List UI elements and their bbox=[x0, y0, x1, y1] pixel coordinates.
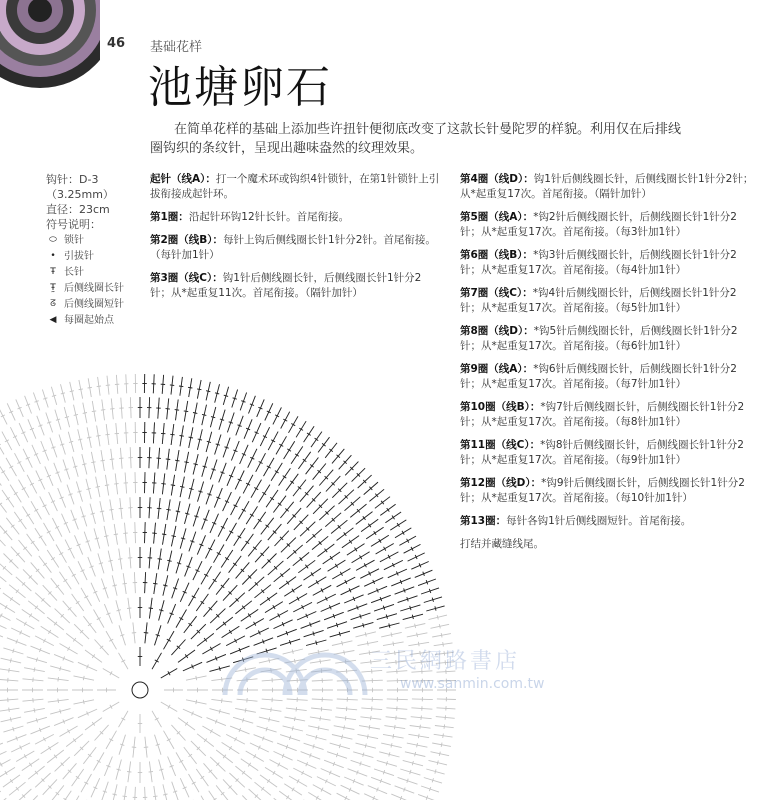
legend-item bbox=[46, 280, 146, 296]
watermark-text: 三民網路書店 bbox=[370, 649, 521, 674]
instruction-step-text: 打一个魔术环或钩织4针锁针，在第1针锁针上引拔衔接成起针环。 bbox=[150, 173, 440, 200]
instruction-step bbox=[150, 271, 442, 301]
instruction-step bbox=[460, 210, 755, 240]
instruction-step bbox=[150, 210, 442, 225]
legend-label: 引拔针 bbox=[64, 250, 94, 262]
chain-icon: ⬭ bbox=[49, 234, 57, 245]
instruction-step-text: *钩3针后侧线圈长针，后侧线圈长针1针分2针；从*起重复17次。首尾衔接。（每4针加1针） bbox=[460, 249, 737, 276]
instructions-right-column bbox=[460, 172, 755, 560]
legend-title: 符号说明： bbox=[46, 218, 101, 231]
instruction-step bbox=[150, 172, 442, 202]
instruction-step bbox=[460, 248, 755, 278]
instruction-step-head: 第13圈： bbox=[460, 515, 507, 527]
instruction-step-text: *钩5针后侧线圈长针，后侧线圈长针1针分2针；从*起重复17次。首尾衔接。（每6针加1针） bbox=[460, 325, 738, 352]
slip-stitch-icon: • bbox=[50, 250, 56, 261]
page-number: 46 bbox=[107, 36, 126, 51]
legend-label: 长针 bbox=[64, 266, 84, 278]
instruction-step bbox=[460, 286, 755, 316]
page-title: 池塘卵石 bbox=[148, 62, 332, 113]
instruction-step-text: 每针各钩1针后侧线圈短针。首尾衔接。 bbox=[506, 515, 692, 527]
legend-item bbox=[46, 296, 146, 312]
instruction-step-head: 第10圈（线B）： bbox=[460, 401, 541, 413]
instruction-step-head: 第9圈（线A）： bbox=[460, 363, 534, 375]
instructions-left-column bbox=[150, 172, 442, 309]
legend-label: 锁针 bbox=[64, 234, 84, 246]
instruction-step-text: *钩8针后侧线圈长针，后侧线圈长针1针分2针；从*起重复17次。首尾衔接。（每9针加1针） bbox=[460, 439, 744, 466]
instruction-step-head: 第5圈（线A）： bbox=[460, 211, 534, 223]
instruction-step bbox=[460, 476, 755, 506]
watermark-url: www.sanmin.com.tw bbox=[400, 676, 545, 692]
hook-size: 钩针：D-3 bbox=[46, 173, 99, 186]
materials-legend bbox=[46, 172, 146, 328]
instruction-step bbox=[460, 324, 755, 354]
instruction-step-head: 第8圈（线D）： bbox=[460, 325, 534, 337]
pattern-thumbnail bbox=[0, 0, 100, 90]
instruction-step-text: 打结并藏缝线尾。 bbox=[460, 538, 544, 550]
legend-label: 后侧线圈短针 bbox=[64, 298, 124, 310]
instruction-step bbox=[460, 438, 755, 468]
instruction-step bbox=[460, 172, 755, 202]
instruction-step-head: 第3圈（线C）： bbox=[150, 272, 223, 284]
back-loop-double-crochet-icon: Ŧ̰ bbox=[50, 282, 56, 293]
instruction-step-head: 第11圈（线C）： bbox=[460, 439, 541, 451]
instruction-step-text: *钩2针后侧线圈长针，后侧线圈长针1针分2针；从*起重复17次。首尾衔接。（每3针加1针） bbox=[460, 211, 737, 238]
instruction-step-text: 钩1针后侧线圈长针，后侧线圈长针1针分2针；从*起重复17次。首尾衔接。（隔针加针） bbox=[460, 173, 754, 200]
instruction-step-text: *钩4针后侧线圈长针，后侧线圈长针1针分2针；从*起重复17次。首尾衔接。（每5针加1针） bbox=[460, 287, 737, 314]
instruction-step-text: 钩1针后侧线圈长针，后侧线圈长针1针分2针；从*起重复11次。首尾衔接。（隔针加针） bbox=[150, 272, 422, 299]
legend-item bbox=[46, 232, 146, 248]
instruction-step-text: *钩9针后侧线圈长针，后侧线圈长针1针分2针；从*起重复17次。首尾衔接。（每10针加1针） bbox=[460, 477, 745, 504]
instruction-step-text: *钩6针后侧线圈长针，后侧线圈长针1针分2针；从*起重复17次。首尾衔接。（每7针加1针） bbox=[460, 363, 737, 390]
instruction-step-text: 每针上钩后侧线圈长针1针分2针。首尾衔接。（每针加1针） bbox=[150, 234, 436, 261]
legend-item bbox=[46, 312, 146, 328]
instruction-step bbox=[150, 233, 442, 263]
watermark-logo bbox=[215, 640, 375, 700]
legend-item bbox=[46, 264, 146, 280]
instruction-step bbox=[460, 362, 755, 392]
legend-label: 每圈起始点 bbox=[64, 314, 114, 326]
instruction-step bbox=[460, 537, 755, 552]
instruction-step-text: 沿起针环钩12针长针。首尾衔接。 bbox=[188, 211, 350, 223]
instruction-step bbox=[460, 514, 755, 529]
instruction-step-head: 第1圈： bbox=[150, 211, 189, 223]
section-label: 基础花样 bbox=[150, 40, 203, 55]
round-start-icon: ◀ bbox=[49, 314, 57, 325]
finished-diameter: 直径：23cm bbox=[46, 203, 110, 216]
legend-item bbox=[46, 248, 146, 264]
double-crochet-icon: Ŧ bbox=[50, 266, 56, 277]
instruction-step-text: *钩7针后侧线圈长针，后侧线圈长针1针分2针；从*起重复17次。首尾衔接。（每8针加1针） bbox=[460, 401, 745, 428]
instruction-step-head: 第4圈（线D）： bbox=[460, 173, 534, 185]
instruction-step-head: 第6圈（线B）： bbox=[460, 249, 534, 261]
instruction-step-head: 第7圈（线C）： bbox=[460, 287, 533, 299]
hook-size-mm: （3.25mm） bbox=[46, 188, 114, 201]
symbol-legend bbox=[46, 232, 146, 328]
instruction-step-head: 第12圈（线D）： bbox=[460, 477, 542, 489]
instruction-step-head: 第2圈（线B）： bbox=[150, 234, 224, 246]
instruction-step-head: 起针（线A）： bbox=[150, 173, 216, 185]
legend-label: 后侧线圈长针 bbox=[64, 282, 124, 294]
crochet-chart-diagram bbox=[0, 340, 470, 800]
back-loop-short-stitch-icon: ᘔ bbox=[50, 298, 56, 309]
instruction-step bbox=[460, 400, 755, 430]
intro-paragraph: 在简单花样的基础上添加些许扭针便彻底改变了这款长针曼陀罗的样貌。利用仅在后排线圈钩织的条纹针，呈现出趣味盎然的纹理效果。 bbox=[150, 122, 682, 156]
